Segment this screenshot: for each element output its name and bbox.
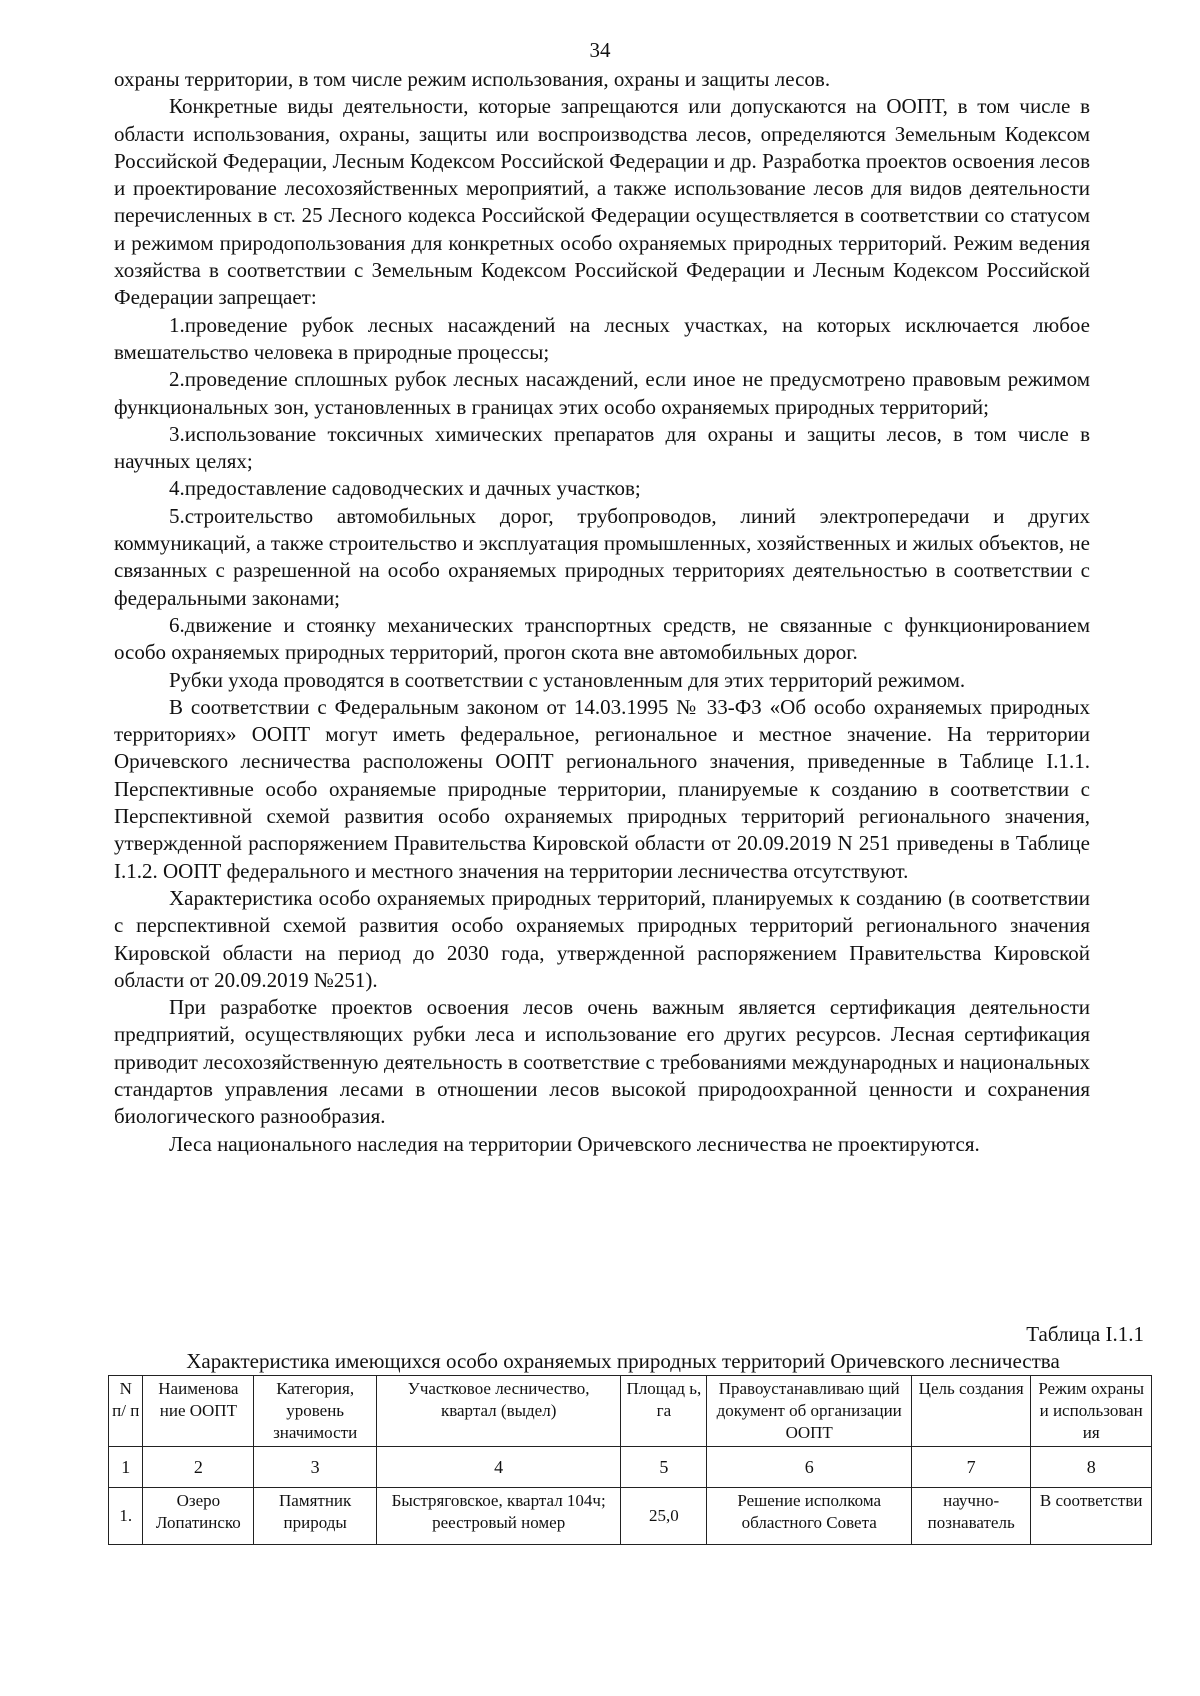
page-number: 34 <box>589 38 611 62</box>
table-row <box>109 1488 1152 1545</box>
table-header-cell: Наименова ние ООПТ <box>143 1376 254 1447</box>
cell-location: Быстряговское, квартал 104ч; реестровый номер <box>377 1488 621 1545</box>
column-number: 2 <box>143 1447 254 1488</box>
column-number: 5 <box>621 1447 707 1488</box>
table-caption: Характеристика имеющихся особо охраняемых природных территорий Оричевского лесничества <box>186 1349 1060 1373</box>
cell-area: 25,0 <box>621 1488 707 1545</box>
cell-number: 1. <box>109 1488 143 1545</box>
paragraph: Рубки ухода проводятся в соответствии с установленным для этих территорий режимом. <box>169 667 966 692</box>
table-header-cell: Цель создания <box>911 1376 1030 1447</box>
paragraph: Конкретные виды деятельности, которые запрещаются или допускаются на ООПТ, в том числе в области использования, охраны, защиты или воспроизводства лесов, определяются Земельным Кодексом Российской Федерации, Лесным Кодексом Российской Федерации и др. Разработка проектов освоения лесов и проектирование лесохозяйственных мероприятий, а также использование лесов для видов деятельности перечисленных в ст. 25 Лесного кодекса Российской Федерации осуществляется в соответствии со статусом и режимом природопользования для конкретных особо охраняемых природных территорий. Режим ведения хозяйства в соответствии с Земельным Кодексом Российской Федерации и Лесным Кодексом Российской Федерации запрещает: <box>114 94 1090 310</box>
list-item: 5.строительство автомобильных дорог, трубопроводов, линий электропередачи и других коммуникаций, а также строительство и эксплуатация промышленных, хозяйственных и жилых объектов, не связанных с разрешенной на особо охраняемых природных территориях деятельностью в соответствии с федеральными законами; <box>114 503 1090 610</box>
list-item: 6.движение и стоянку механических транспортных средств, не связанные с функционированием особо охраняемых природных территорий, прогон скота вне автомобильных дорог. <box>114 612 1090 665</box>
cell-regime: В соответстви <box>1031 1488 1152 1545</box>
table-column-number-row <box>109 1447 1152 1488</box>
list-item: 1.проведение рубок лесных насаждений на лесных участках, на которых исключается любое вмешательство человека в природные процессы; <box>114 312 1090 364</box>
paragraph: При разработке проектов освоения лесов очень важным является сертификация деятельности предприятий, осуществляющих рубки леса и использование его других ресурсов. Лесная сертификация приводит лесохозяйственную деятельность в соответствие с требованиями международных и национальных стандартов управления лесами в отношении лесов высокой природоохранной ценности и сохранения биологического разнообразия. <box>114 995 1090 1129</box>
column-number: 6 <box>707 1447 912 1488</box>
table-number: Таблица I.1.1 <box>1026 1322 1144 1346</box>
cell-document: Решение исполкома областного Совета <box>707 1488 912 1545</box>
table-header-cell: Площад ь, га <box>621 1376 707 1447</box>
column-number: 8 <box>1031 1447 1152 1488</box>
cell-category: Памятник природы <box>254 1488 377 1545</box>
paragraph: Характеристика особо охраняемых природных территорий, планируемых к созданию (в соответствии с перспективной схемой развития особо охраняемых природных территорий регионального значения Кировской области на период до 2030 года, утвержденной распоряжением Правительства Кировской области от 20.09.2019 №251). <box>114 885 1090 992</box>
paragraph: В соответствии с Федеральным законом от 14.03.1995 № 33-ФЗ «Об особо охраняемых природных территориях» ООПТ могут иметь федеральное, региональное и местное значение. На территории Оричевского лесничества расположены ООПТ регионального значения, приведенные в Таблице I.1.1. Перспективные особо охраняемые природные территории, планируемые к созданию в соответствии с Перспективной схемой развития особо охраняемых природных территорий регионального значения, утвержденной распоряжением Правительства Кировской области от 20.09.2019 N 251 приведены в Таблице I.1.2. ООПТ федерального и местного значения на территории лесничества отсутствуют. <box>114 694 1090 883</box>
oopt-table <box>108 1375 1152 1545</box>
cell-name: Озеро Лопатинско <box>143 1488 254 1545</box>
table-header-row <box>109 1376 1152 1447</box>
list-item: 3.использование токсичных химических препаратов для охраны и защиты лесов, в том числе в научных целях; <box>114 421 1090 474</box>
table-header-cell: Категория, уровень значимости <box>254 1376 377 1447</box>
list-item: 2.проведение сплошных рубок лесных насаждений, если иное не предусмотрено правовым режимом функциональных зон, установленных в границах этих особо охраняемых природных территорий; <box>114 367 1090 419</box>
column-number: 1 <box>109 1447 143 1488</box>
list-item: 4.предоставление садоводческих и дачных участков; <box>169 476 641 501</box>
table-header-cell: Участковое лесничество, квартал (выдел) <box>377 1376 621 1447</box>
cell-purpose: научно- познаватель <box>911 1488 1030 1545</box>
column-number: 3 <box>254 1447 377 1488</box>
table-header-cell: Правоустанавливаю щий документ об организации ООПТ <box>707 1376 912 1447</box>
column-number: 4 <box>377 1447 621 1488</box>
body-text <box>114 66 1090 1158</box>
paragraph: Леса национального наследия на территории Оричевского лесничества не проектируются. <box>169 1131 980 1156</box>
paragraph: охраны территории, в том числе режим использования, охраны и защиты лесов. <box>114 67 831 91</box>
table-header-cell: N п/ п <box>109 1376 143 1447</box>
table-header-cell: Режим охраны и использован ия <box>1031 1376 1152 1447</box>
column-number: 7 <box>911 1447 1030 1488</box>
